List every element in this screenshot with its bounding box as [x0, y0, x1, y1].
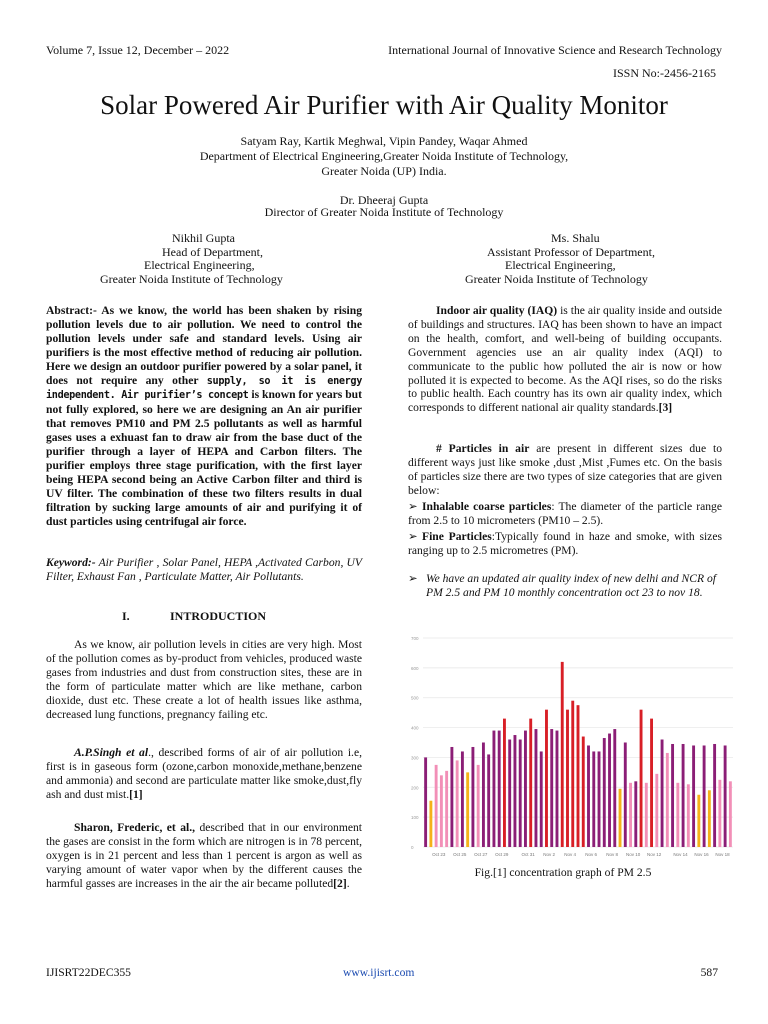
chart-bar — [634, 781, 637, 847]
chart-bar — [624, 743, 627, 848]
issn: ISSN No:-2456-2165 — [612, 66, 716, 80]
arrow-bullet-icon: ➢ — [408, 572, 418, 585]
fine-label: Fine Particles — [422, 530, 492, 543]
volume-info: Volume 7, Issue 12, December – 2022 — [46, 43, 230, 57]
chart-bar — [640, 710, 643, 847]
website-link[interactable]: www.ijisrt.com — [343, 966, 415, 979]
pm25-chart — [409, 632, 737, 862]
x-tick-label: Nov 8 — [606, 852, 619, 857]
iaq-ref: [3] — [658, 401, 673, 415]
x-tick-label: Oct 27 — [474, 852, 488, 857]
fine-particles-item — [408, 530, 722, 558]
chart-bar — [514, 735, 517, 847]
chart-bar — [556, 731, 559, 847]
right-aff-dept: Electrical Engineering, — [505, 258, 616, 273]
particles-paragraph — [408, 442, 722, 498]
chart-bar — [713, 744, 716, 847]
x-tick-label: Nov 10 — [626, 852, 641, 857]
chart-bar — [692, 745, 695, 847]
y-tick-label: 500 — [411, 695, 419, 701]
chart-bar — [671, 744, 674, 847]
chart-bar — [429, 801, 432, 847]
chart-bar — [466, 772, 469, 847]
keywords — [46, 556, 362, 584]
y-tick-label: 400 — [411, 725, 419, 731]
chart-bar — [445, 771, 448, 847]
x-tick-label: Nov 18 — [715, 852, 730, 857]
keywords-label: Keyword:- — [46, 556, 96, 569]
p3-text: described that in our environment the gases are consist in the form which are nitrogen is in 78 percent, oxygen is in 21 percent and less than 1 percent is argon as well as varying amount of water vapor when by the different causes the harmful gasses are increases in the air the air became polluted — [46, 821, 362, 890]
aqi-item — [408, 572, 722, 600]
x-tick-label: Oct 31 — [521, 852, 535, 857]
chart-bar — [535, 729, 538, 847]
left-aff-role: Head of Department, — [162, 244, 263, 259]
chart-bar — [629, 783, 632, 847]
chart-bar — [592, 751, 595, 847]
iaq-label: Indoor air quality (IAQ) — [436, 304, 558, 317]
chart-bar — [613, 729, 616, 847]
chart-bar — [697, 795, 700, 847]
particles-text: are present in different sizes due to different ways just like smoke ,dust ,Mist ,Fumes etc. On the basis of particles size there are two types of size categories that are given below: — [408, 442, 722, 497]
chart-bar — [598, 751, 601, 847]
x-tick-label: Nov 6 — [585, 852, 598, 857]
coarse-label: Inhalable coarse particles — [422, 500, 552, 513]
chart-bar — [619, 789, 622, 847]
section-heading: INTRODUCTION — [170, 609, 267, 623]
right-affiliation — [465, 232, 685, 286]
p2-author: A.P.Singh et al — [74, 746, 149, 759]
chart-bar — [498, 731, 501, 847]
p3-end: . — [346, 876, 350, 890]
x-tick-label: Nov 12 — [647, 852, 662, 857]
chart-bar — [650, 719, 653, 847]
x-tick-label: Nov 14 — [673, 852, 688, 857]
chart-bar — [566, 710, 569, 847]
chart-bar — [435, 765, 438, 847]
chart-bar — [718, 780, 721, 847]
chart-bar — [440, 775, 443, 847]
x-tick-label: Nov 2 — [543, 852, 555, 857]
chart-bar — [461, 751, 464, 847]
p3-ref: [2] — [333, 876, 347, 890]
chart-bar — [424, 757, 427, 847]
right-aff-name: Ms. Shalu — [551, 231, 600, 245]
author-dept: Department of Electrical Engineering,Greater Noida Institute of Technology, — [199, 149, 569, 163]
chart-bar — [550, 729, 553, 847]
y-tick-label: 0 — [411, 845, 414, 850]
chart-bar — [655, 774, 658, 847]
left-affiliation — [100, 232, 300, 286]
right-aff-inst: Greater Noida Institute of Technology — [465, 271, 648, 286]
chart-bar — [487, 754, 490, 847]
arrow-bullet-icon: ➢ — [408, 500, 418, 513]
intro-paragraph-1 — [46, 638, 362, 721]
chart-bar — [524, 731, 527, 847]
y-tick-label: 200 — [411, 785, 419, 791]
chart-bar — [571, 701, 574, 847]
author-location: Greater Noida (UP) India. — [321, 164, 447, 178]
abstract-text-2: is known for years but not fully explored, so here we are designing an An air purifier that removes PM10 and PM 2.5 pollutants as well as harmful gases uses a exhuast fan to draw air from the base duct of the purifier through a layer of HEPA and Carbon filters. The purifier employs three stage purification, with the first layer being HEPA second being an Active Carbon filter and third is UV filter. The combination of these two filters results in dual filtration by sucking large amounts of air and purifying it of dust particles using centrifugal air force. — [46, 388, 362, 528]
chart-bar — [666, 753, 669, 847]
chart-bar — [519, 740, 522, 847]
x-tick-label: Nov 4 — [564, 852, 577, 857]
arrow-bullet-icon: ➢ — [408, 530, 418, 543]
x-tick-label: Oct 25 — [453, 852, 467, 857]
x-tick-label: Nov 16 — [694, 852, 709, 857]
chart-bar — [577, 705, 580, 847]
left-aff-dept: Electrical Engineering, — [144, 258, 255, 273]
chart-bar — [676, 783, 679, 847]
chart-bar — [703, 745, 706, 847]
chart-bar — [503, 719, 506, 847]
iaq-paragraph — [408, 304, 722, 415]
chart-bar — [724, 745, 727, 847]
chart-bar — [456, 760, 459, 847]
chart-bar — [687, 784, 690, 847]
p3-author: Sharon, Frederic, et al., — [74, 821, 196, 834]
chart-bar — [529, 719, 532, 847]
chart-bar — [561, 662, 564, 847]
chart-bar — [508, 740, 511, 847]
iaq-text: is the air quality inside and outside of buildings and structures. IAQ has been shown to have an impact on the health, comfort, and well-being of building occupants. Government agencies use an air quality index (AQI) to communicate to the public how polluted the air is now or how polluted it is expected to become. As the AQI rises, so do the risks to public health. Each country has its own air quality index, which corresponds to different national air quality standards. — [408, 304, 722, 415]
author-names: Satyam Ray, Kartik Meghwal, Vipin Pandey, Waqar Ahmed — [240, 134, 528, 148]
aqi-text: We have an updated air quality index of new delhi and NCR of PM 2.5 and PM 10 monthly concentration oct 23 to nov 18. — [426, 572, 717, 599]
abstract — [46, 304, 362, 529]
journal-name: International Journal of Innovative Science and Research Technology — [388, 43, 722, 57]
abstract-label: Abstract:- — [46, 304, 97, 317]
pm25-chart-svg — [409, 632, 737, 862]
right-aff-role: Assistant Professor of Department, — [487, 244, 655, 259]
p2-ref: [1] — [129, 787, 143, 801]
director-name: Dr. Dheeraj Gupta — [339, 193, 429, 207]
p2-text: ., described forms of air of air pollution i.e, first is in gaseous form (ozone,carbon monoxide,methane,benzene and ammonia) and second are particulate matter like smoke,dust,fly ash and dust mist. — [46, 746, 362, 801]
intro-paragraph-3 — [46, 821, 362, 891]
chart-bar — [608, 734, 611, 847]
chart-bar — [708, 790, 711, 847]
chart-bar — [471, 747, 474, 847]
chart-bar — [587, 745, 590, 847]
paper-id: IJISRT22DEC355 — [46, 966, 131, 979]
chart-bar — [540, 751, 543, 847]
coarse-text: : The diameter of the particle range from 2.5 to 10 micrometers (PM10 – 2.5). — [408, 500, 722, 527]
y-tick-label: 300 — [411, 755, 419, 761]
y-tick-label: 600 — [411, 665, 419, 671]
chart-bar — [729, 781, 732, 847]
chart-bar — [645, 783, 648, 847]
abstract-text-mono: supply, so it is energy independent. Air purifier’s concept — [46, 375, 362, 402]
left-aff-inst: Greater Noida Institute of Technology — [100, 271, 283, 286]
director-title: Director of Greater Noida Institute of Technology — [264, 205, 504, 219]
chart-bar — [545, 710, 548, 847]
chart-bar — [492, 731, 495, 847]
fine-text: :Typically found in haze and smoke, with sizes ranging up to 2.5 micrometres (PM). — [408, 530, 722, 557]
chart-bar — [603, 738, 606, 847]
y-tick-label: 700 — [411, 636, 419, 641]
figure-caption: Fig.[1] concentration graph of PM 2.5 — [474, 866, 652, 879]
chart-bar — [682, 744, 685, 847]
page-number: 587 — [700, 966, 718, 979]
intro-paragraph-2 — [46, 746, 362, 802]
x-tick-label: Oct 23 — [432, 852, 446, 857]
intro-p1-text: As we know, air pollution levels in cities are very high. Most of the pollution comes as by-product from vehicles, produced waste gases from industries and dust from construction sites, these are in the form of particulate matter which are like methane, carbon dioxide, dust etc. These create a lot of health issues like asthma, decreased lung functions, pregnancy failing etc. — [46, 638, 362, 721]
chart-bar — [482, 743, 485, 848]
chart-bar — [477, 765, 480, 847]
chart-bar — [582, 737, 585, 847]
coarse-particles-item — [408, 500, 722, 528]
keywords-text: Air Purifier , Solar Panel, HEPA ,Activated Carbon, UV Filter, Exhaust Fan , Particulate Matter, Air Pollutants. — [46, 556, 362, 583]
abstract-text-1: As we know, the world has been shaken by rising pollution levels due to air pollution. We need to control the pollution levels under safe and standard levels. Using air purifiers is the most effective method of reducing air pollution. Here we design an outdoor purifier powered by a solar panel, it does not require any other — [46, 304, 362, 387]
left-aff-name: Nikhil Gupta — [172, 231, 235, 245]
chart-bar — [450, 747, 453, 847]
paper-title: Solar Powered Air Purifier with Air Quality Monitor — [100, 90, 668, 120]
chart-bar — [661, 740, 664, 847]
particles-label: # Particles in air — [436, 442, 530, 455]
y-tick-label: 100 — [411, 815, 419, 821]
x-tick-label: Oct 29 — [495, 852, 509, 857]
section-number: I. — [122, 609, 130, 623]
